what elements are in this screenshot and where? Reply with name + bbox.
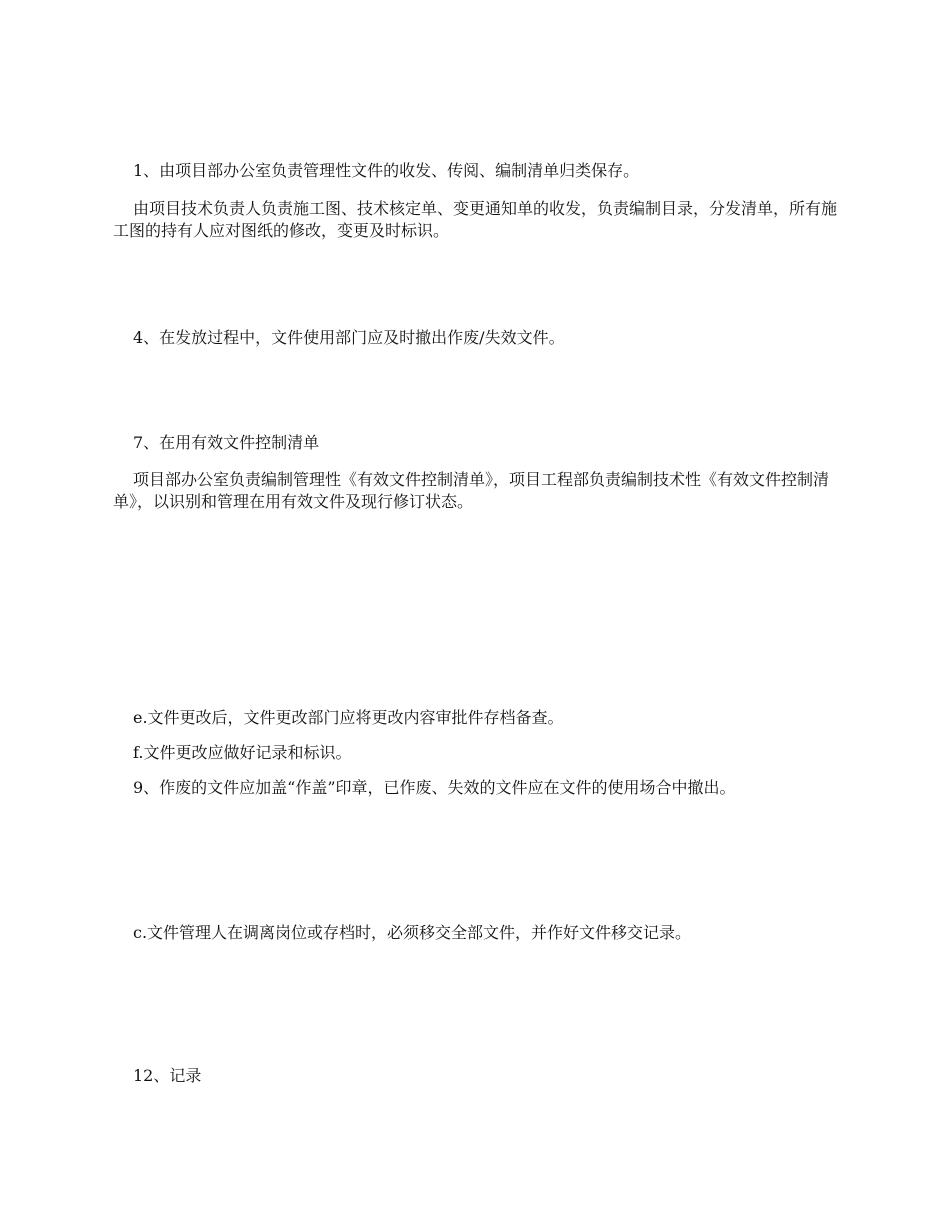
paragraph-7: f.文件更改应做好记录和标识。 [133, 743, 352, 762]
paragraph-9: c.文件管理人在调离岗位或存档时，必须移交全部文件，并作好文件移交记录。 [133, 923, 692, 942]
paragraph-6: e.文件更改后，文件更改部门应将更改内容审批件存档备查。 [133, 708, 564, 727]
paragraph-8: 9、作废的文件应加盖“作盖”印章，已作废、失效的文件应在文件的使用场合中撤出。 [133, 778, 736, 797]
paragraph-3: 4、在发放过程中，文件使用部门应及时撤出作废/失效文件。 [133, 328, 565, 347]
paragraph-10: 12、记录 [133, 1066, 202, 1085]
paragraph-4: 7、在用有效文件控制清单 [133, 433, 320, 452]
paragraph-5: 项目部办公室负责编制管理性《有效文件控制清单》，项目工程部负责编制技术性《有效文件控制清单》，以识别和管理在用有效文件及现行修订状态。 [113, 470, 830, 511]
paragraph-2: 由项目技术负责人负责施工图、技术核定单、变更通知单的收发，负责编制目录，分发清单，所有施工图的持有人应对图纸的修改，变更及时标识。 [113, 199, 838, 240]
paragraph-1: 1、由项目部办公室负责管理性文件的收发、传阅、编制清单归类保存。 [133, 161, 640, 180]
